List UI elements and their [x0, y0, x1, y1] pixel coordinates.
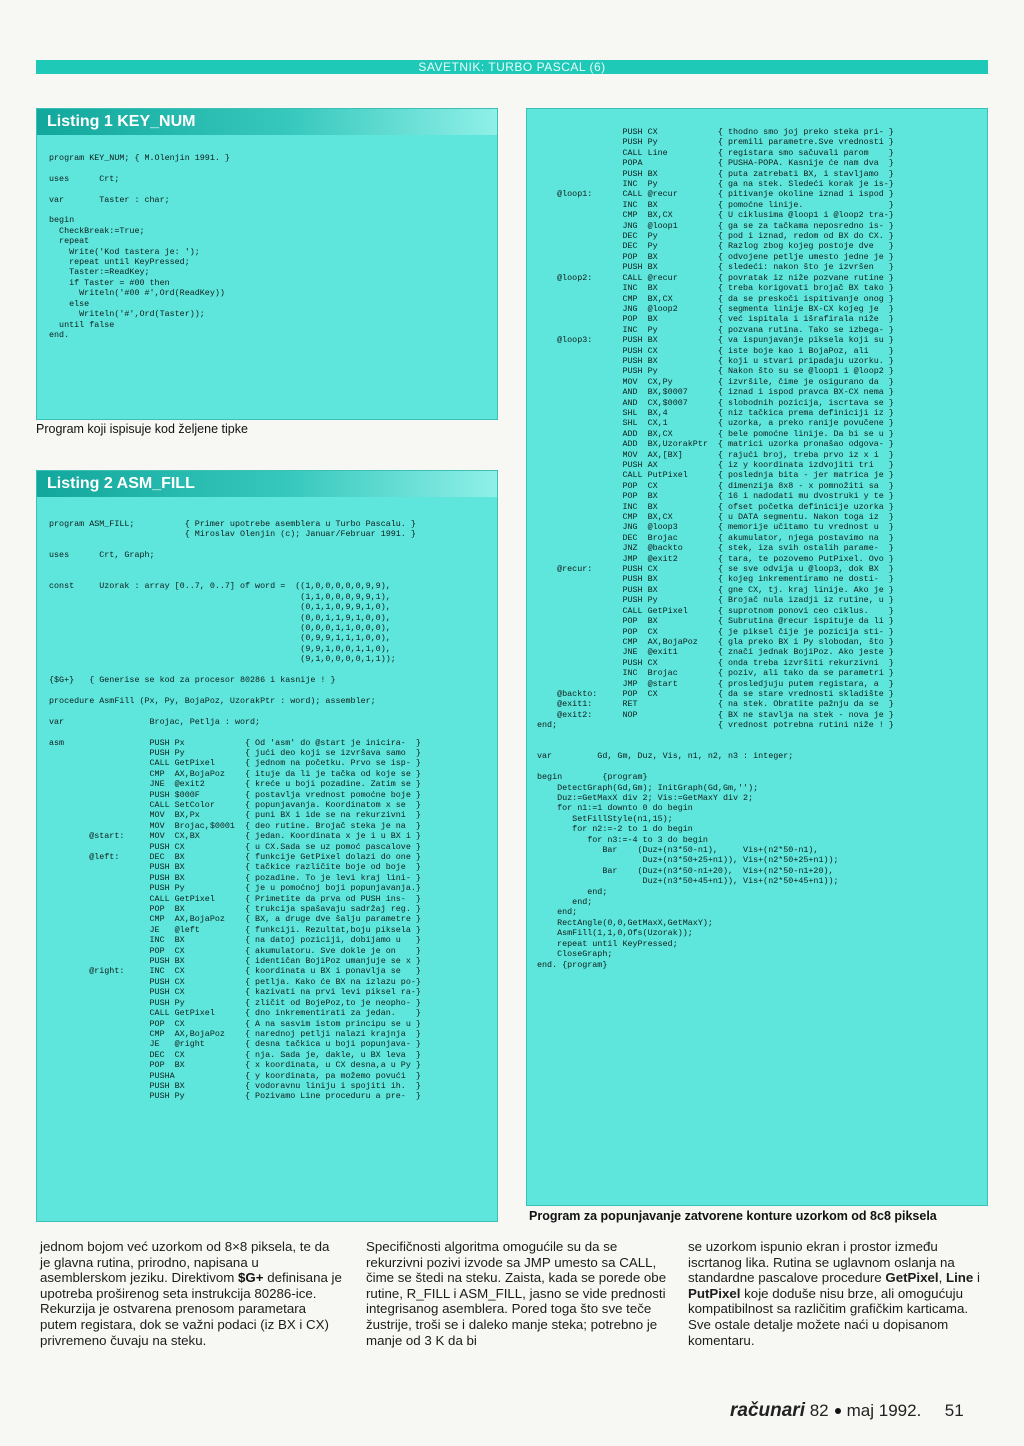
listing2-caption: Program za popunjavanje zatvorene konture uzorkom od 8c8 piksela	[529, 1209, 937, 1223]
magazine-brand: računari	[730, 1400, 805, 1421]
article-col3-line: Line	[945, 1270, 974, 1286]
article-col3-text-a: se uzorkom ispunio ekran i prostor između iscrtanog lika. Rutina se uglavnom oslanja na standardne pascalove procedure	[688, 1239, 955, 1286]
article-col1-text-a: jednom bojom već uzorkom od 8×8 piksela, te da je glavna rutina, prirodno, napisana u asemblerskom jeziku. Direktivom	[40, 1239, 330, 1286]
article-column-3	[688, 1239, 990, 1348]
article-column-2	[366, 1239, 668, 1348]
article-col2-text: Specifičnosti algoritma omogućile su da se rekurzivni pozivi izvode sa JMP umesto sa CALL, čime se štedi na steku. Zaista, kada se porede obe rutine, R_FILL i ASM_FILL, jasno se vide prednosti integrisanog asemblera. Pored toga što sve teče žustrije, troši se i daleko manje steka; potrebno je manje od 3 K da bi	[366, 1239, 667, 1348]
section-header	[36, 60, 988, 74]
listing2-title: Listing 2 ASM_FILL	[37, 471, 497, 497]
issue-date: maj 1992.	[846, 1401, 922, 1420]
article-col1-text-b: definisana je upotreba proširenog seta instrukcija 80286-ice. Rekurzija je ostvarena prenosom parametara putem registara, dok se važni podaci (iz BX i CX) privremeno čuvaju na steku.	[40, 1270, 342, 1348]
article-col3-sep1: ,	[938, 1270, 946, 1286]
page-footer	[730, 1400, 992, 1424]
bullet-icon	[835, 1408, 841, 1414]
page-number: 51	[944, 1401, 964, 1420]
issue-number: 82	[809, 1401, 829, 1420]
section-title: SAVETNIK: TURBO PASCAL (6)	[418, 60, 606, 74]
listing1-code: program KEY_NUM; { M.Olenjin 1991. } uses Crt; var Taster : char; begin CheckBreak:=True; repeat Write('Kod tastera je: '); repeat until KeyPressed; Taster:=ReadKey; if Taster = #00 then Writeln('#00 #',Ord(ReadKey)) else Writeln('#',Ord(Taster)); until false end.	[49, 153, 230, 340]
article-col1-directive: $G+	[238, 1270, 264, 1286]
listing2-panel	[36, 470, 498, 1222]
article-column-1	[40, 1239, 342, 1348]
article-col3-text-e: koje doduše nisu brze, ali omogućuju kompatibilnost sa različitim grafičkim karticama. Sve ostale detalje možete naći u dopisanom komentaru.	[688, 1285, 969, 1348]
article-col3-sep2: i	[973, 1270, 980, 1286]
listing1-panel	[36, 108, 498, 420]
listing1-title: Listing 1 KEY_NUM	[37, 109, 497, 135]
listing2-continuation-code: PUSH CX { thodno smo joj preko steka pri- } PUSH Py { premili parametre.Sve vrednosti } CALL Line { registara smo sačuvali parom } POPA { PUSHA-POPA. Kasnije će nam dva } PUSH BX { puta zatrebati BX, i stavljamo } INC Py { ga na stek. Sledeći korak je is-} @loop1: CALL @recur { pitivanje okoline iznad i ispod } INC BX { pomoćne linije. } CMP BX,CX { U ciklusima @loop1 i @loop2 tra-} JNG @loop1 { ga se za tačkama neposredno is- } DEC Py { pod i iznad, redom od BX do CX. } DEC Py { Razlog zbog kojeg postoje dve } POP BX { odvojene petlje umesto jedne je } PUSH BX { sledeći: nakon što je izvršen } @loop2: CALL @recur { povratak iz niže pozvane rutine } INC BX { treba korigovati brojač BX tako } CMP BX,CX { da se preskoči ispitivanje onog } JNG @loop2 { segmenta linije BX-CX kojeg je } POP BX { već ispitala i išrafirala niže } INC Py { pozvana rutina. Tako se izbega- } @loop3: PUSH BX { va ispunjavanje piksela koji su } PUSH CX { iste boje kao i BojaPoz, ali } PUSH BX { koji u stvari pripadaju uzorku. } PUSH Py { Nakon što su se @loop1 i @loop2 } MOV CX,Py { izvršile, čime je osigurano da } AND BX,$0007 { iznad i ispod pravca BX-CX nema } AND CX,$0007 { slobodnih pozicija, iscrtava se } SHL BX,4 { niz tačkica prema definiciji iz } SHL CX,1 { uzorka, a preko ranije povučene } ADD BX,CX { bele pomoćne linije. Da bi se u } ADD BX,UzorakPtr { matrici uzorka pronašao odgova- } MOV AX,[BX] { rajući broj, treba prvo iz x i } PUSH AX { iz y koordinata izdvojiti tri } CALL PutPixel { poslednja bita - jer matrica je } POP CX { dimenzija 8x8 - x pomnožiti sa } POP BX { 16 i nadodati mu dvostruki y te } INC BX { ofset početka definicije uzorka } CMP BX,CX { u DATA segmentu. Nakon toga iz } JNG @loop3 { memorije učitamo tu vrednost u } DEC Brojac { akumulator, njega postavimo na } JNZ @backto { stek, iza svih ostalih parame- } JMP @exit2 { tara, te pozovemo PutPixel. Ovo } @recur: PUSH CX { se sve odvija u @loop3, dok BX } PUSH BX { kojeg inkrementiramo ne dosti- } PUSH BX { gne CX, tj. kraj linije. Ako je } PUSH Py { Brojač nula izadji iz rutine, u } CALL GetPixel { suprotnom ponovi ceo ciklus. } POP BX { Subrutina @recur ispituje da li } POP CX { je piksel čije je pozicija sti- } CMP AX,BojaPoz { gla preko BX i Py slobodan, što } JNE @exit1 { znači jednak BojiPoz. Ako jeste } PUSH CX { onda treba izvršiti rekurzivni } INC Brojac { poziv, ali tako da se parametri } JMP @start { prosledjuju putem registara, a } @backto: POP CX { da se stare vrednosti skladište } @exit1: RET { na stek. Obratite pažnju da se } @exit2: NOP { BX ne stavlja na stek - nova je } end; { vrednost potrebna rutini niže ! } var Gd, Gm, Duz, Vis, n1, n2, n3 : integer; begin {program} DetectGraph(Gd,Gm); InitGraph(Gd,Gm,''); Duz:=GetMaxX div 2; Vis:=GetMaxY div 2; for n1:=1 downto 0 do begin SetFillStyle(n1,15); for n2:=-2 to 1 do begin for n3:=-4 to 3 do begin Bar (Duz+(n3*50-n1), Vis+(n2*50-n1), Duz+(n3*50+25+n1)), Vis+(n2*50+25+n1)); Bar (Duz+(n3*50-n1+20), Vis+(n2*50-n1+20), Duz+(n3*50+45+n1)), Vis+(n2*50+45+n1)); end; end; end; RectAngle(0,0,GetMaxX,GetMaxY); AsmFill(1,1,0,Ofs(Uzorak)); repeat until KeyPressed; CloseGraph; end. {program}	[537, 127, 894, 970]
listing1-caption: Program koji ispisuje kod željene tipke	[36, 422, 248, 436]
article-col3-getpixel: GetPixel	[885, 1270, 939, 1286]
listing2-continuation-panel	[526, 108, 988, 1206]
article-col3-putpixel: PutPixel	[688, 1285, 741, 1301]
listing2-code: program ASM_FILL; { Primer upotrebe asemblera u Turbo Pascalu. } { Miroslav Olenjin (c); Januar/Februar 1991. } uses Crt, Graph; const Uzorak : array [0..7, 0..7] of word = ((1,0,0,0,0,0,9,9), (1,1,0,0,0,9,9,1), (0,1,1,0,9,9,1,0), (0,0,1,1,9,1,0,0), (0,0,0,1,1,0,0,0), (0,9,9,1,1,1,0,0), (9,9,1,0,0,1,1,0), (9,1,0,0,0,0,1,1)); {$G+} { Generise se kod za procesor 80286 i kasnije ! } procedure AsmFill (Px, Py, BojaPoz, UzorakPtr : word); assembler; var Brojac, Petlja : word; asm PUSH Px { Od 'asm' do @start je inicira- } PUSH Py { jući deo koji se izvršava samo } CALL GetPixel { jednom na početku. Prvo se isp- } CMP AX,BojaPoz { ituje da li je tačka od koje se } JNE @exit2 { kreće u boji pozadine. Zatim se } PUSH $000F { postavlja vrednost pomoćne boje } CALL SetColor { popunjavanja. Koordinatom x se } MOV BX,Px { puni BX i ide se na rekurzivni } MOV Brojac,$0001 { deo rutine. Brojač steka je na } @start: MOV CX,BX { jedan. Koordinata x je i u BX i } PUSH CX { u CX.Sada se uz pomoć pascalove } @left: DEC BX { funkcije GetPixel dolazi do one } PUSH BX { tačkice različite boje od boje } PUSH BX { pozadine. To je levi kraj lini- } PUSH Py { je u pomoćnoj boji popunjavanja.} CALL GetPixel { Primetite da prva od PUSH ins- } POP BX { trukcija spašavaju sadržaj reg. } CMP AX,BojaPoz { BX, a druge dve šalju parametre } JE @left { funkciji. Rezultat,boju piksela } INC BX { na datoj poziciji, dobijamo u } POP CX { akumulatoru. Sve dokle je on } PUSH BX { identičan BojiPoz umanjuje se x } @right: INC CX { koordinata u BX i ponavlja se } PUSH CX { petlja. Kako će BX na izlazu po-} PUSH CX { kazivati na prvi levi piksel ra-} PUSH Py { zličit od BojePoz,to je neopho- } CALL GetPixel { dno inkrementirati za jedan. } POP CX { A na sasvim istom principu se u } CMP AX,BojaPoz { narednoj petlji nalazi krajnja } JE @right { desna tačkica u boji popunjava- } DEC CX { nja. Sada je, dakle, u BX leva } POP BX { x koordinata, u CX desna,a u Py } PUSHA { y koordinata, pa možemo povući } PUSH BX { vodoravnu liniju i spojiti ih. } PUSH Py { Pozivamo Line proceduru a pre- }	[49, 519, 421, 1102]
